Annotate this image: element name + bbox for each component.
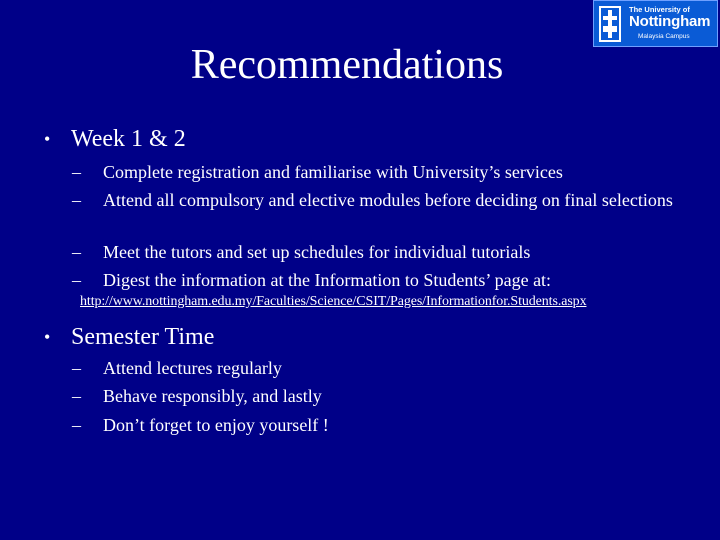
- dash-icon: –: [72, 358, 81, 378]
- bullet-icon: •: [44, 129, 51, 149]
- dash-icon: –: [72, 242, 81, 262]
- sub-item-text: Attend lectures regularly: [103, 358, 282, 378]
- dash-icon: –: [72, 162, 81, 182]
- logo-line-1: The University of: [629, 5, 690, 14]
- sub-item-text: Digest the information at the Information to Students’ page at:: [103, 270, 552, 290]
- dash-icon: –: [72, 386, 81, 406]
- logo-line-3: Malaysia Campus: [638, 33, 690, 40]
- crest-icon: [599, 6, 621, 42]
- info-page-link[interactable]: http://www.nottingham.edu.my/Faculties/Science/CSIT/Pages/Informationfor.Students.aspx: [80, 294, 587, 309]
- dash-icon: –: [72, 415, 81, 435]
- bullet-heading: Semester Time: [71, 324, 215, 350]
- sub-item-text: Complete registration and familiarise with University’s services: [103, 162, 563, 182]
- sub-item-text: Meet the tutors and set up schedules for individual tutorials: [103, 242, 531, 262]
- slide-title: Recommendations: [190, 42, 504, 88]
- sub-item-text: Behave responsibly, and lastly: [103, 386, 322, 406]
- sub-item-text: Don’t forget to enjoy yourself !: [103, 415, 329, 435]
- bullet-icon: •: [44, 327, 51, 347]
- bullet-heading: Week 1 & 2: [71, 126, 186, 152]
- dash-icon: –: [72, 270, 81, 290]
- sub-item-text: Attend all compulsory and elective modules before deciding on final selections: [103, 190, 673, 210]
- logo-line-2: Nottingham: [629, 13, 711, 30]
- dash-icon: –: [72, 190, 81, 210]
